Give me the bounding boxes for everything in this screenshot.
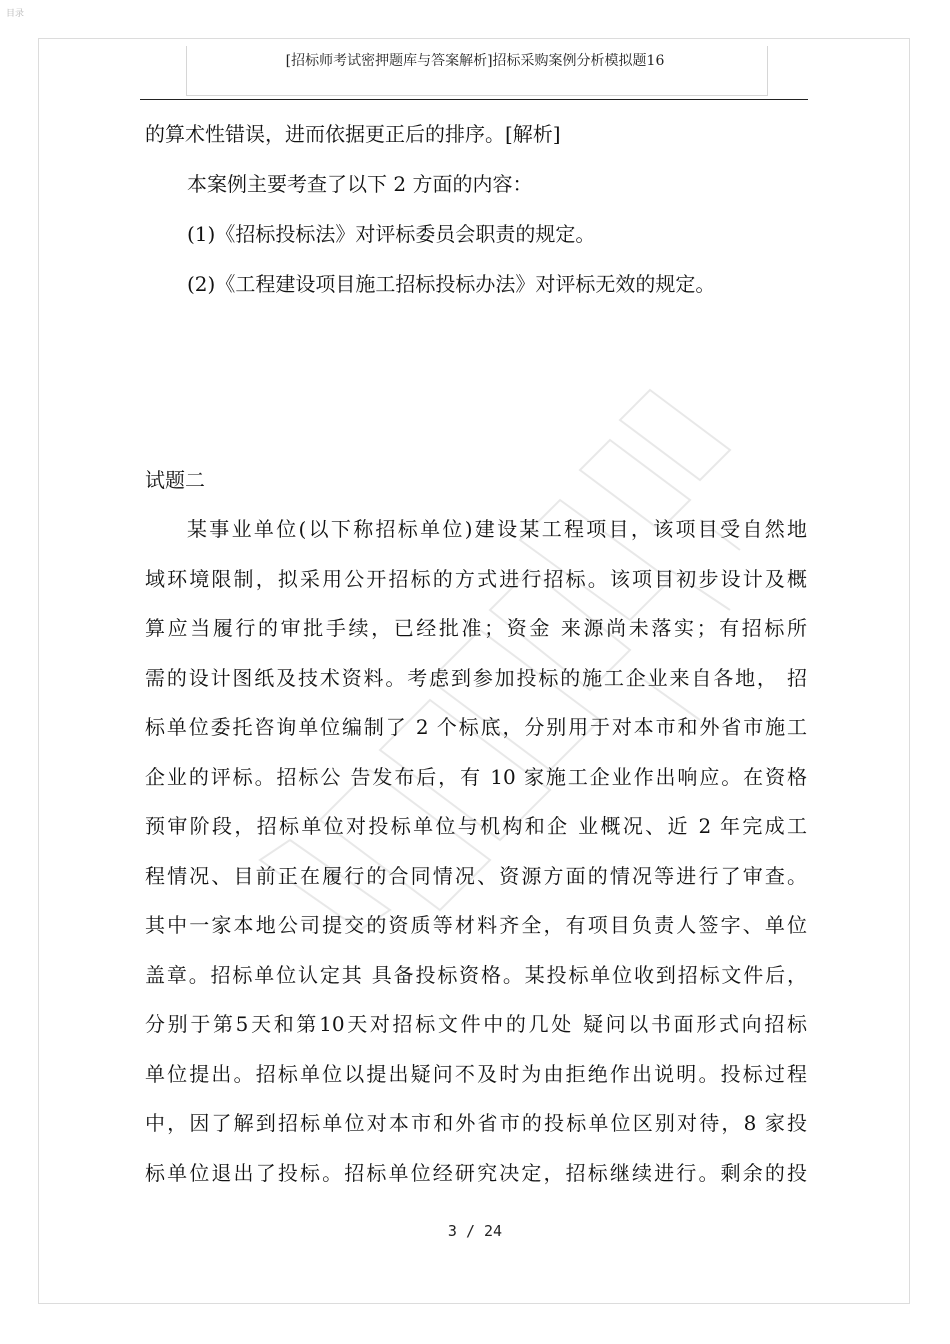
content-block xyxy=(145,109,807,309)
body-line: 单位提出。招标单位以提出疑问不及时为由拒绝作出说明。投标过程 xyxy=(145,1061,807,1086)
body-line: 标单位委托咨询单位编制了 2 个标底，分别用于对本市和外省市施工 xyxy=(145,715,807,739)
content-line: (2)《工程建设项目施工招标投标办法》对评标无效的规定。 xyxy=(187,272,716,296)
body-paragraph xyxy=(145,505,807,1198)
body-line: 其中一家本地公司提交的资质等材料齐全，有项目负责人签字、单位 xyxy=(145,913,807,937)
body-line: 分别于第5天和第10天对招标文件中的几处 疑问以书面形式向招标 xyxy=(145,1012,807,1036)
corner-mark: 目录 xyxy=(6,9,25,19)
body-line: 域环境限制，拟采用公开招标的方式进行招标。该项目初步设计及概 xyxy=(145,566,807,591)
body-line: 算应当履行的审批手续，已经批准；资金 来源尚未落实；有招标所 xyxy=(145,616,807,640)
body-line: 预审阶段，招标单位对投标单位与机构和企 业概况、近 2 年完成工 xyxy=(145,814,807,838)
section-title: 试题二 xyxy=(145,468,205,492)
page-number: 3 / 24 xyxy=(447,1222,503,1240)
header-title: [招标师考试密押题库与答案解析]招标采购案例分析模拟题16 xyxy=(285,53,665,69)
body-line: 企业的评标。招标公 告发布后，有 10 家施工企业作出响应。在资格 xyxy=(145,764,807,789)
content-line: 的算术性错误，进而依据更正后的排序。[解析] xyxy=(145,122,561,146)
header-rule xyxy=(140,99,808,100)
body-line: 盖章。招标单位认定其 具备投标资格。某投标单位收到招标文件后， xyxy=(145,962,807,987)
body-line: 程情况、目前正在履行的合同情况、资源方面的情况等进行了审查。 xyxy=(145,863,807,888)
content-line: 本案例主要考查了以下 2 方面的内容： xyxy=(187,172,533,196)
body-line: 标单位退出了投标。招标单位经研究决定，招标继续进行。剩余的投 xyxy=(145,1160,807,1185)
body-line: 需的设计图纸及技术资料。考虑到参加投标的施工企业来自各地， 招 xyxy=(145,665,807,690)
body-line: 某事业单位(以下称招标单位)建设某工程项目，该项目受自然地 xyxy=(187,517,807,541)
content-line: (1)《招标投标法》对评标委员会职责的规定。 xyxy=(187,222,596,246)
body-line: 中，因了解到招标单位对本市和外省市的投标单位区别对待，8 家投 xyxy=(145,1111,807,1135)
